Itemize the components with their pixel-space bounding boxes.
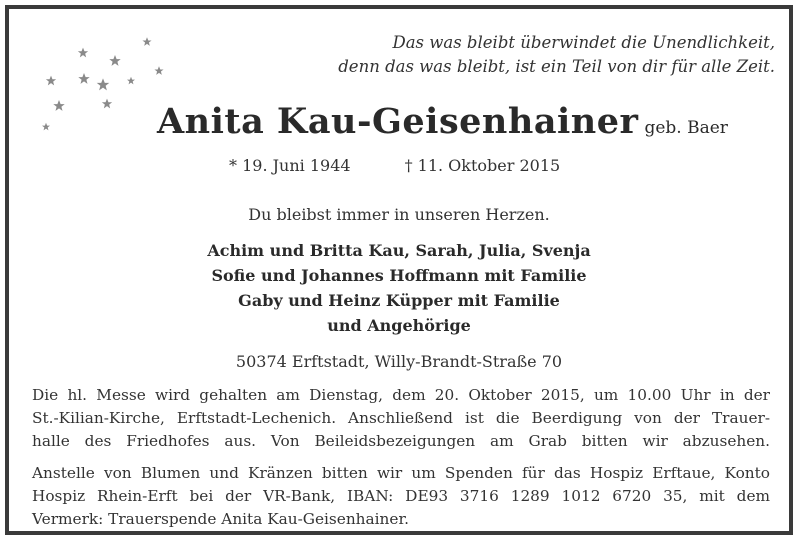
obituary-frame bbox=[5, 5, 793, 535]
star-icon bbox=[53, 100, 64, 111]
star-icon bbox=[127, 77, 135, 85]
donation-paragraph bbox=[32, 462, 770, 531]
birth-date: * 19. Juni 1944 bbox=[229, 156, 351, 175]
quote bbox=[338, 31, 775, 79]
donation-line: Vermerk: Trauerspende Anita Kau-Geisenhainer. bbox=[32, 510, 409, 528]
star-icon bbox=[78, 48, 88, 58]
star-icon bbox=[42, 123, 50, 131]
deceased-name: Anita Kau-Geisenhainer bbox=[157, 101, 639, 142]
star-icon bbox=[46, 76, 56, 86]
star-icon bbox=[142, 37, 151, 46]
donation-line: Hospiz Rhein-Erft bei der VR-Bank, IBAN: DE93 3716 1289 1012 6720 35, mit dem bbox=[32, 487, 770, 505]
death-date: † 11. Oktober 2015 bbox=[404, 156, 561, 175]
family-line: Gaby und Heinz Küpper mit Familie bbox=[238, 291, 560, 310]
family-line: und Angehörige bbox=[327, 316, 471, 335]
star-icon bbox=[97, 78, 110, 90]
star-icon bbox=[109, 55, 120, 66]
star-icon bbox=[154, 66, 163, 75]
quote-line-1: Das was bleibt überwindet die Unendlichkeit, bbox=[392, 33, 775, 52]
life-dates bbox=[229, 156, 560, 175]
mass-line: halle des Friedhofes aus. Von Beileidsbezeigungen am Grab bitten wir abzusehen. bbox=[32, 432, 770, 450]
star-icon bbox=[78, 73, 89, 84]
mass-paragraph bbox=[32, 384, 770, 453]
star-icon bbox=[102, 99, 112, 109]
donation-line: Anstelle von Blumen und Kränzen bitten wir um Spenden für das Hospiz Erftaue, Konto bbox=[32, 464, 770, 482]
deceased-name-block bbox=[157, 101, 728, 142]
memorial-wish: Du bleibst immer in unseren Herzen. bbox=[248, 205, 550, 224]
mass-line: St.-Kilian-Kirche, Erftstadt-Lechenich. Anschließend ist die Beerdigung von der Trauer- bbox=[32, 409, 770, 427]
family-line: Achim und Britta Kau, Sarah, Julia, Svenja bbox=[207, 241, 591, 260]
address: 50374 Erftstadt, Willy-Brandt-Straße 70 bbox=[235, 352, 563, 371]
mass-line: Die hl. Messe wird gehalten am Dienstag, dem 20. Oktober 2015, um 10.00 Uhr in der bbox=[32, 386, 770, 404]
family-list bbox=[9, 238, 789, 338]
quote-line-2: denn das was bleibt, ist ein Teil von dir für alle Zeit. bbox=[338, 57, 775, 76]
family-line: Sofie und Johannes Hoffmann mit Familie bbox=[211, 266, 587, 285]
born-name: geb. Baer bbox=[644, 118, 728, 138]
